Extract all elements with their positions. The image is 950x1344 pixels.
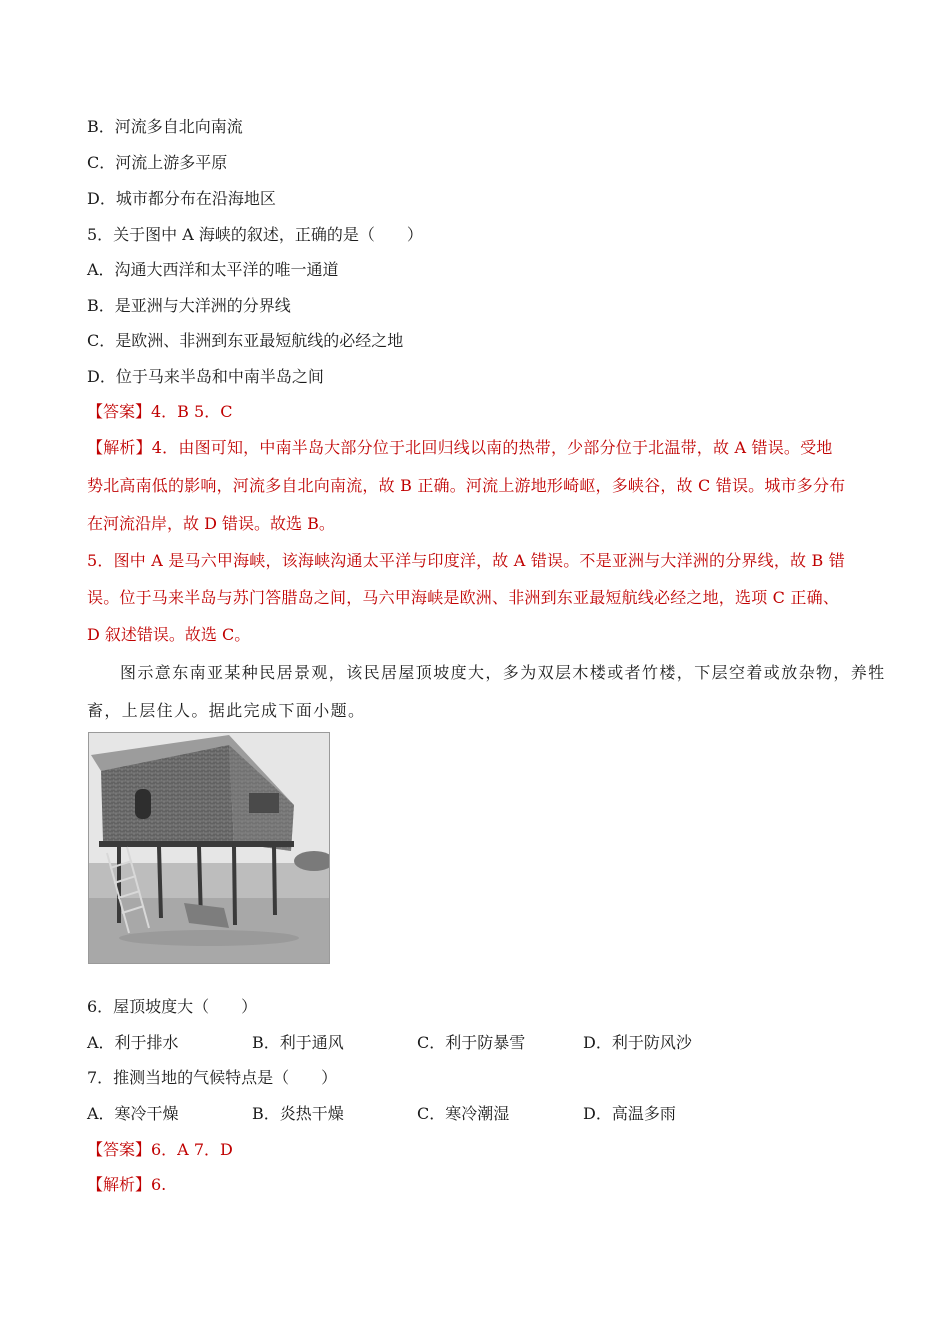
stilt-house-photo — [88, 732, 330, 964]
q5-option-a: A．沟通大西洋和太平洋的唯一通道 — [87, 260, 339, 279]
q4-option-b: B．河流多自北向南流 — [87, 117, 243, 136]
answer-4-5: 【答案】4．B 5．C — [87, 402, 233, 421]
stilt-house-illustration — [89, 733, 329, 963]
q5-option-b: B．是亚洲与大洋洲的分界线 — [87, 296, 291, 315]
q7-options — [87, 1103, 867, 1125]
q7-option-a: A．寒冷干燥 — [87, 1104, 179, 1123]
analysis-6: 【解析】6. — [87, 1175, 167, 1194]
q6-option-d: D．利于防风沙 — [583, 1033, 692, 1052]
q6-option-a: A．利于排水 — [87, 1033, 179, 1052]
q7-option-c: C．寒冷潮湿 — [417, 1104, 510, 1123]
analysis-4-line-2: 势北高南低的影响，河流多自北向南流，故 B 正确。河流上游地形崎岖，多峡谷，故 C 错误。城市多分布 — [87, 476, 846, 495]
analysis-4-line-1: 【解析】4．由图可知，中南半岛大部分位于北回归线以南的热带，少部分位于北温带，故 A 错误。受地 — [87, 438, 833, 457]
q7-stem: 7．推测当地的气候特点是（ ） — [87, 1068, 338, 1087]
q6-option-c: C．利于防暴雪 — [417, 1033, 526, 1052]
analysis-4-line-3: 在河流沿岸，故 D 错误。故选 B。 — [87, 514, 335, 533]
answer-6-7: 【答案】6．A 7．D — [87, 1140, 233, 1159]
q6-stem: 6．屋顶坡度大（ ） — [87, 997, 258, 1016]
intro-line-1: 图示意东南亚某种民居景观，该民居屋顶坡度大，多为双层木楼或者竹楼，下层空着或放杂物，养牲 — [120, 663, 886, 682]
intro-line-2: 畜，上层住人。据此完成下面小题。 — [87, 701, 366, 720]
q5-option-c: C．是欧洲、非洲到东亚最短航线的必经之地 — [87, 331, 404, 350]
analysis-5-line-1: 5．图中 A 是马六甲海峡，该海峡沟通太平洋与印度洋，故 A 错误。不是亚洲与大洋洲的分界线，故 B 错 — [87, 551, 845, 570]
q5-option-d: D．位于马来半岛和中南半岛之间 — [87, 367, 324, 386]
q7-option-d: D．高温多雨 — [583, 1104, 676, 1123]
analysis-5-line-2: 误。位于马来半岛与苏门答腊岛之间，马六甲海峡是欧洲、非洲到东亚最短航线必经之地，选项 C 正确、 — [87, 588, 840, 607]
q6-options — [87, 1032, 867, 1054]
q4-option-c: C．河流上游多平原 — [87, 153, 228, 172]
q6-option-b: B．利于通风 — [252, 1033, 344, 1052]
q7-option-b: B．炎热干燥 — [252, 1104, 344, 1123]
analysis-5-line-3: D 叙述错误。故选 C。 — [87, 625, 251, 644]
q4-option-d: D．城市都分布在沿海地区 — [87, 189, 276, 208]
q5-stem: 5．关于图中 A 海峡的叙述，正确的是（ ） — [87, 225, 423, 244]
